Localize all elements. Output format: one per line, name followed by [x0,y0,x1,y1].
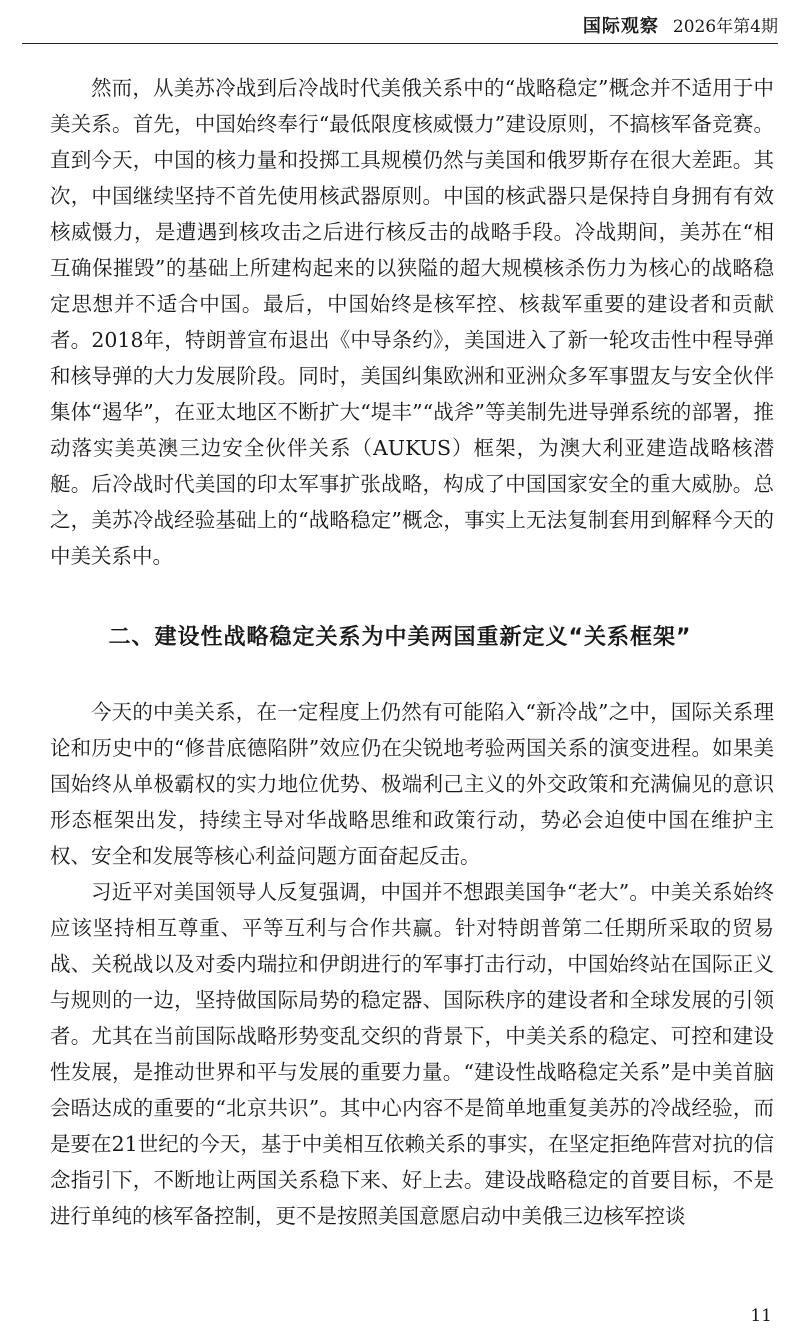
paragraph: 习近平对美国领导人反复强调，中国并不想跟美国争“老大”。中美关系始终应该坚持相互尊重、平等互利与合作共赢。针对特朗普第二任期所采取的贸易战、关税战以及对委内瑞拉和伊朗进行的军事打击行动，中国始终站在国际正义与规则的一边，坚持做国际局势的稳定器、国际秩序的建设者和全球发展的引领者。尤其在当前国际战略形势变乱交织的背景下，中美关系的稳定、可控和建设性发展，是推动世界和平与发展的重要力量。“建设性战略稳定关系”是中美首脑会晤达成的重要的“北京共识”。其中心内容不是简单地重复美苏的冷战经验，而是要在21世纪的今天，基于中美相互依赖关系的事实，在坚定拒绝阵营对抗的信念指引下，不断地让两国关系稳下来、好上去。建设战略稳定的首要目标，不是进行单纯的核军备控制，更不是按照美国意愿启动中美俄三边核军控谈 [50,880,774,1228]
body-section-top [50,70,774,574]
paragraph: 然而，从美苏冷战到后冷战时代美俄关系中的“战略稳定”概念并不适用于中美关系。首先，中国始终奉行“最低限度核威慑力”建设原则，不搞核军备竞赛。直到今天，中国的核力量和投掷工具规模仍然与美国和俄罗斯存在很大差距。其次，中国继续坚持不首先使用核武器原则。中国的核武器只是保持自身拥有有效核威慑力，是遭遇到核攻击之后进行核反击的战略手段。冷战期间，美苏在“相互确保摧毁”的基础上所建构起来的以狭隘的超大规模核杀伤力为核心的战略稳定思想并不适合中国。最后，中国始终是核军控、核裁军重要的建设者和贡献者。2018年，特朗普宣布退出《中导条约》，美国进入了新一轮攻击性中程导弹和核导弹的大力发展阶段。同时，美国纠集欧洲和亚洲众多军事盟友与安全伙伴集体“遏华”，在亚太地区不断扩大“堤丰”“战斧”等美制先进导弹系统的部署，推动落实美英澳三边安全伙伴关系（AUKUS）框架，为澳大利亚建造战略核潜艇。后冷战时代美国的印太军事扩张战略，构成了中国国家安全的重大威胁。总之，美苏冷战经验基础上的“战略稳定”概念，事实上无法复制套用到解释今天的中美关系中。 [50,76,774,568]
journal-name: 国际观察 [582,16,659,37]
paragraph: 今天的中美关系，在一定程度上仍然有可能陷入“新冷战”之中，国际关系理论和历史中的“修昔底德陷阱”效应仍在尖锐地考验两国关系的演变进程。如果美国始终从单极霸权的实力地位优势、极端利己主义的外交政策和充满偏见的意识形态框架出发，持续主导对华战略思维和政策行动，势必会迫使中国在维护主权、安全和发展等核心利益问题方面奋起反击。 [50,700,774,868]
running-header [583,12,778,38]
body-section-bottom [50,694,774,1234]
section-heading: 二、建设性战略稳定关系为中美两国重新定义“关系框架” [108,625,692,650]
header-rule [22,43,778,44]
page-number: 11 [750,1306,772,1326]
issue-number: 2026年第4期 [672,17,778,37]
